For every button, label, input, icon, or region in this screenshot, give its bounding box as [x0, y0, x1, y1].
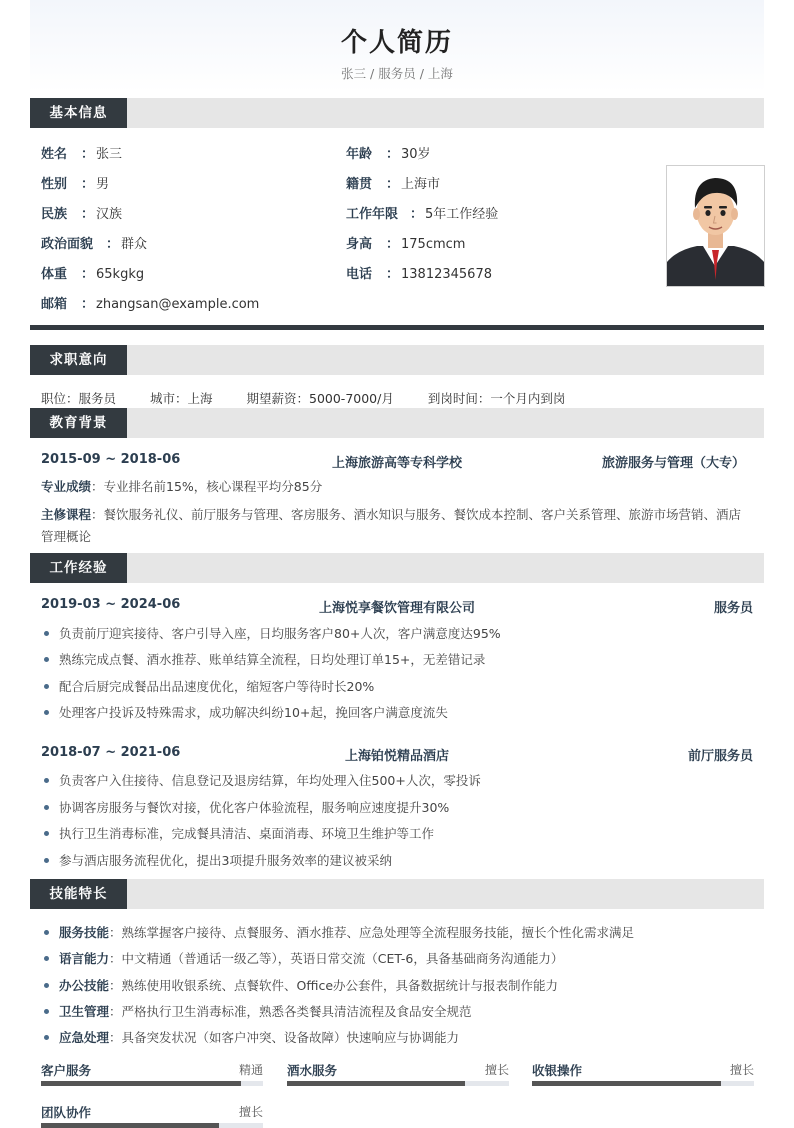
education-courses: 主修课程：餐饮服务礼仪、前厅服务与管理、客房服务、酒水知识与服务、餐饮成本控制、客户关系管理、旅游市场营销、酒店管理概论 [41, 507, 742, 544]
info-height: 身高 ： 175cmcm [346, 237, 466, 252]
skill-progress-track [41, 1123, 263, 1128]
bullet-icon [44, 657, 49, 662]
skill-progress-fill [41, 1123, 219, 1128]
education-period: 2015-09 ~ 2018-06 [41, 452, 181, 467]
list-item: 熟练完成点餐、酒水推荐、账单结算全流程，日均处理订单15+，无差错记录 [41, 650, 753, 668]
list-item: 卫生管理：严格执行卫生消毒标准，熟悉各类餐具清洁流程及食品安全规范 [41, 1002, 753, 1020]
section-skills [30, 879, 764, 909]
skill-name: 酒水服务 [287, 1063, 338, 1078]
skill-name: 收银操作 [532, 1063, 583, 1078]
resume-header [30, 0, 764, 92]
skill-progress-track [532, 1081, 754, 1086]
skill-level: 擅长 [729, 1063, 754, 1077]
section-title: 教育背景 [30, 408, 127, 438]
bullet-icon [44, 684, 49, 689]
section-education [30, 408, 764, 438]
skill-progress-track [41, 1081, 263, 1086]
section-title: 求职意向 [30, 345, 127, 375]
bullet-icon [44, 956, 49, 961]
avatar [666, 165, 765, 287]
job-intent-row [41, 389, 595, 407]
section-title: 基本信息 [30, 98, 127, 128]
section-title: 技能特长 [30, 879, 127, 909]
education-grades: 专业成绩：专业排名前15%，核心课程平均分85分 [41, 479, 323, 494]
list-item: 语言能力：中文精通（普通话一级乙等），英语日常交流（CET-6，具备基础商务沟通能力） [41, 949, 753, 967]
bullet-icon [44, 1009, 49, 1014]
info-hometown: 籍贯 ： 上海市 [346, 177, 441, 192]
info-age: 年龄 ： 30岁 [346, 147, 431, 162]
bullet-icon [44, 858, 49, 863]
section-job-intent [30, 345, 764, 375]
info-email: 邮箱 ： zhangsan@example.com [41, 297, 260, 312]
skill-bar-teamwork [41, 1103, 263, 1121]
bullet-icon [44, 805, 49, 810]
intent-arrival: 到岗时间：一个月内到岗 [427, 391, 566, 406]
skill-bar-cashier [532, 1061, 754, 1079]
list-item: 办公技能：熟练使用收银系统、点餐软件、Office办公套件，具备数据统计与报表制作能力 [41, 976, 753, 994]
education-major: 旅游服务与管理（大专） [601, 456, 745, 471]
skill-level: 精通 [238, 1063, 263, 1077]
info-gender: 性别 ： 男 [41, 177, 110, 192]
skill-progress-track [287, 1081, 509, 1086]
skill-progress-fill [41, 1081, 241, 1086]
info-work-years: 工作年限 ： 5年工作经验 [346, 207, 499, 222]
skill-level: 擅长 [238, 1105, 263, 1119]
work-role: 前厅服务员 [687, 749, 753, 764]
list-item: 服务技能：熟练掌握客户接待、点餐服务、酒水推荐、应急处理等全流程服务技能，擅长个性化需求满足 [41, 923, 753, 941]
page-subtitle: 张三 / 服务员 / 上海 [341, 66, 453, 81]
work-company: 上海铂悦精品酒店 [344, 749, 449, 764]
list-item: 配合后厨完成餐品出品速度优化，缩短客户等待时长20% [41, 677, 753, 695]
list-item: 协调客房服务与餐饮对接，优化客户体验流程，服务响应速度提升30% [41, 798, 753, 816]
list-item: 负责前厅迎宾接待、客户引导入座，日均服务客户80+人次，客户满意度达95% [41, 624, 753, 642]
portrait-illustration [667, 166, 764, 286]
work-role: 服务员 [713, 601, 753, 616]
skill-bar-customer-service [41, 1061, 263, 1079]
bullet-icon [44, 1035, 49, 1040]
skill-level: 擅长 [484, 1063, 509, 1077]
info-phone: 电话 ： 13812345678 [346, 267, 492, 282]
work-company: 上海悦享餐饮管理有限公司 [318, 601, 475, 616]
page-title: 个人简历 [340, 28, 453, 58]
intent-city: 城市：上海 [150, 391, 213, 406]
section-divider [30, 325, 764, 330]
intent-salary: 期望薪资：5000-7000/月 [246, 391, 394, 406]
list-item: 负责客户入住接待、信息登记及退房结算，年均处理入住500+人次，零投诉 [41, 771, 753, 789]
bullet-icon [44, 631, 49, 636]
info-political-status: 政治面貌 ： 群众 [41, 237, 148, 252]
intent-position: 职位：服务员 [41, 391, 117, 406]
section-title: 工作经验 [30, 553, 127, 583]
education-school: 上海旅游高等专科学校 [331, 456, 462, 471]
bullet-icon [44, 930, 49, 935]
skill-progress-fill [532, 1081, 721, 1086]
work-period: 2019-03 ~ 2024-06 [41, 597, 181, 612]
info-ethnicity: 民族 ： 汉族 [41, 207, 123, 222]
list-item: 参与酒店服务流程优化，提出3项提升服务效率的建议被采纳 [41, 851, 753, 869]
skill-progress-fill [287, 1081, 465, 1086]
skill-name: 客户服务 [41, 1063, 92, 1078]
section-work-experience [30, 553, 764, 583]
list-item: 执行卫生消毒标准，完成餐具清洁、桌面消毒、环境卫生维护等工作 [41, 824, 753, 842]
work-period: 2018-07 ~ 2021-06 [41, 745, 181, 760]
info-name: 姓名 ： 张三 [41, 147, 123, 162]
skill-bar-beverage-service [287, 1061, 509, 1079]
list-item: 应急处理：具备突发状况（如客户冲突、设备故障）快速响应与协调能力 [41, 1028, 753, 1046]
skill-name: 团队协作 [41, 1105, 92, 1120]
bullet-icon [44, 778, 49, 783]
section-basic-info [30, 98, 764, 128]
bullet-icon [44, 831, 49, 836]
bullet-icon [44, 710, 49, 715]
info-weight: 体重 ： 65kgkg [41, 267, 145, 282]
bullet-icon [44, 983, 49, 988]
list-item: 处理客户投诉及特殊需求，成功解决纠纷10+起，挽回客户满意度流失 [41, 703, 753, 721]
